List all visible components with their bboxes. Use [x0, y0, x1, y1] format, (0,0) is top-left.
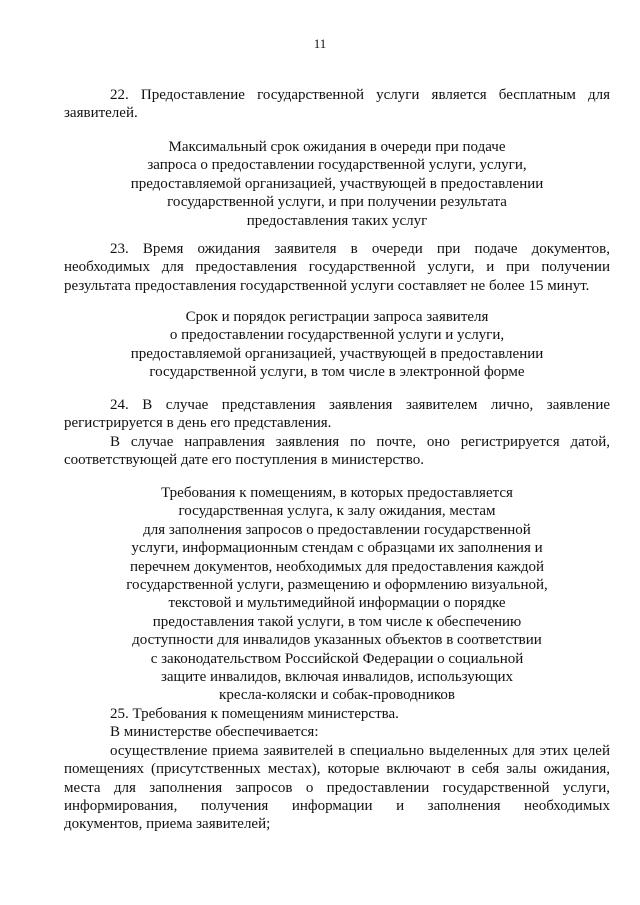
section-heading-registration: [64, 308, 610, 382]
heading-line: о предоставлении государственной услуги и услуги,: [169, 327, 505, 344]
heading-line: государственной услуги, размещению и оформлению визуальной,: [126, 577, 548, 594]
heading-line: защите инвалидов, включая инвалидов, использующих: [160, 669, 514, 686]
heading-line: перечнем документов, необходимых для предоставления каждой: [129, 558, 545, 575]
heading-line: государственная услуга, к залу ожидания, местам: [178, 503, 496, 520]
paragraph-24-line: регистрируется в день его представления.: [64, 415, 332, 432]
paragraph-24: [64, 396, 610, 470]
heading-line: услуги, информационным стендам с образцами их заполнения и: [131, 540, 543, 557]
heading-line: предоставления такой услуги, в том числе к обеспечению: [152, 613, 522, 630]
paragraph-25-line: документов, приема заявителей;: [64, 816, 271, 833]
paragraph-24-line: В случае направления заявления по почте, оно регистрируется датой,: [110, 433, 610, 450]
paragraph-22: [64, 86, 610, 123]
heading-line: Максимальный срок ожидания в очереди при подаче: [168, 139, 506, 155]
page-number: 11: [313, 36, 327, 51]
heading-line: с законодательством Российской Федерации о социальной: [150, 650, 524, 667]
paragraph-22-line: 22. Предоставление государственной услуги является бесплатным для: [110, 87, 610, 103]
paragraph-25: [64, 705, 610, 834]
paragraph-25-line: места для заполнения запросов о предоставлении государственной услуги,: [64, 779, 610, 796]
paragraph-24-line: 24. В случае представления заявления заявителем лично, заявление: [110, 397, 610, 413]
paragraph-25-line: 25. Требования к помещениям министерства.: [110, 706, 399, 722]
heading-line: кресла-коляски и собак-проводников: [219, 687, 455, 704]
paragraph-23: [64, 240, 610, 295]
heading-line: Требования к помещениям, в которых предоставляется: [161, 485, 513, 501]
section-heading-waiting-time: [64, 138, 610, 230]
heading-line: предоставляемой организацией, участвующей в предоставлении: [130, 345, 544, 362]
paragraph-25-line: информирования, получения информации и заполнения необходимых: [64, 798, 610, 815]
heading-line: для заполнения запросов о предоставлении государственной: [143, 521, 531, 538]
heading-line: Срок и порядок регистрации запроса заявителя: [185, 309, 489, 325]
heading-line: текстовой и мультимедийной информации о порядке: [168, 595, 506, 612]
paragraph-25-line: В министерстве обеспечивается:: [110, 724, 319, 741]
paragraph-23-line: необходимых для предоставления государственной услуги, и при получении: [64, 259, 610, 276]
paragraph-23-line: 23. Время ожидания заявителя в очереди при подаче документов,: [110, 241, 610, 257]
heading-line: государственной услуги, в том числе в электронной форме: [149, 364, 525, 381]
heading-line: государственной услуги, и при получении результата: [167, 194, 507, 211]
paragraph-23-line: результата предоставления государственной услуги составляет не более 15 минут.: [64, 277, 590, 294]
heading-line: предоставления таких услуг: [246, 212, 428, 229]
heading-line: предоставляемой организацией, участвующей в предоставлении: [130, 175, 544, 192]
heading-line: запроса о предоставлении государственной услуги, услуги,: [147, 157, 527, 174]
paragraph-22-line: заявителей.: [64, 105, 138, 122]
paragraph-24-line: соответствующей дате его поступления в министерство.: [64, 452, 424, 469]
section-heading-premises: [64, 484, 610, 705]
paragraph-25-line: помещениях (присутственных местах), которые включают в себя залы ожидания,: [64, 761, 610, 778]
paragraph-25-line: осуществление приема заявителей в специально выделенных для этих целей: [110, 742, 610, 759]
heading-line: доступности для инвалидов указанных объектов в соответствии: [132, 632, 542, 649]
